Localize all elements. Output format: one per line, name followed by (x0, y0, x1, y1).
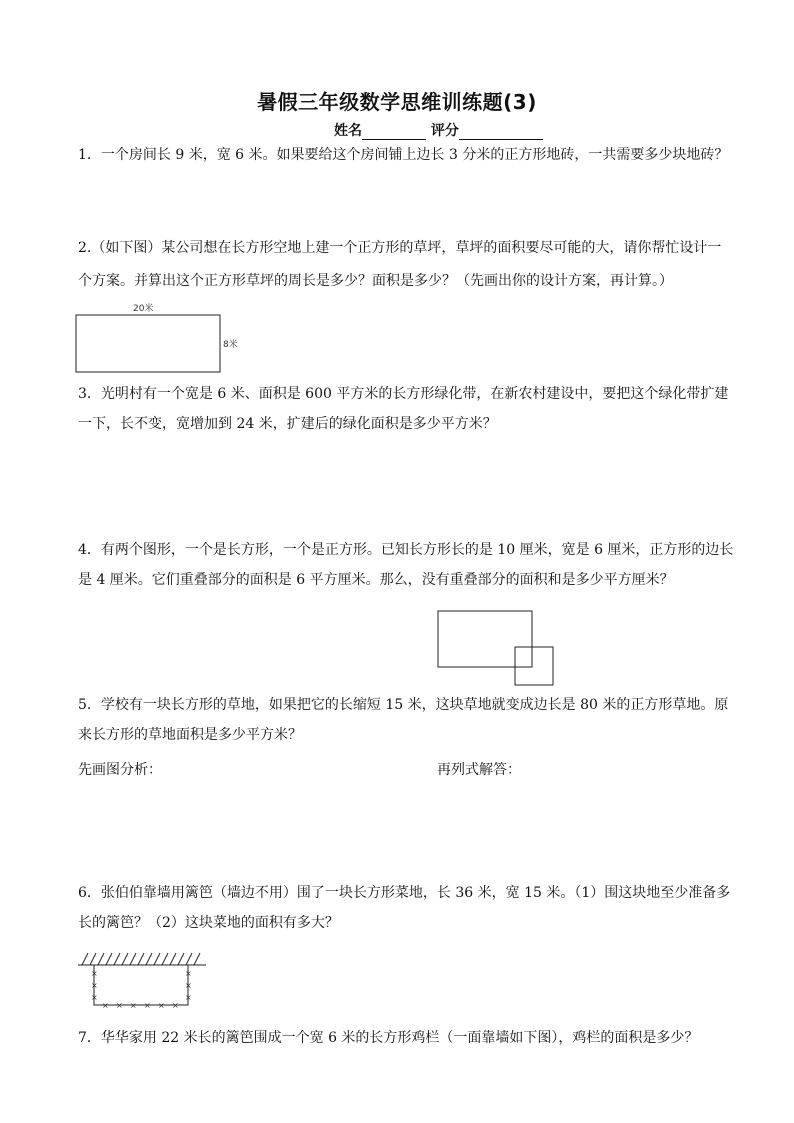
question-5-line-1: 5．学校有一块长方形的草地，如果把它的长缩短 15 米，这块草地就变成边长是 80 米的正方形草地。原 (78, 697, 729, 713)
svg-text:×: × (91, 993, 98, 1002)
question-6-line-2: 长的篱笆？（2）这块菜地的面积有多大？ (78, 915, 339, 931)
question-4-line-2: 是 4 厘米。它们重叠部分的面积是 6 平方厘米。那么，没有重叠部分的面积和是多少平方厘米？ (78, 572, 674, 588)
overlap-square (515, 647, 553, 685)
question-6 (78, 878, 731, 938)
question-3 (78, 379, 728, 439)
question-5 (78, 690, 728, 750)
question-2-line-2: 个方案。并算出这个正方形草坪的周长是多少？面积是多少？（先画出你的设计方案，再计算。） (78, 273, 673, 289)
name-score-line (334, 120, 543, 140)
fence-outline (94, 965, 188, 1005)
svg-text:×: × (144, 1001, 151, 1010)
question-2 (78, 233, 728, 296)
score-blank[interactable] (459, 125, 543, 140)
rect-side-label: 8米 (223, 340, 238, 350)
question-4 (78, 535, 734, 595)
question-1 (78, 140, 728, 170)
wall-hatching (78, 953, 206, 965)
svg-text:×: × (185, 969, 192, 978)
svg-text:×: × (172, 1001, 179, 1010)
fence-wall-figure (72, 945, 212, 1015)
question-7 (78, 1023, 728, 1053)
question-4-line-1: 4．有两个图形，一个是长方形，一个是正方形。已知长方形长的是 10 厘米，宽是 6 厘米，正方形的边长 (78, 542, 734, 558)
svg-text:×: × (102, 1001, 109, 1010)
rectangle-figure (70, 300, 260, 380)
svg-text:×: × (116, 1001, 123, 1010)
rect-top-label: 20米 (133, 304, 154, 314)
svg-text:×: × (91, 969, 98, 978)
question-3-line-1: 3．光明村有一个宽是 6 米、面积是 600 平方米的长方形绿化带，在新农村建设中，要把这个绿化带扩建 (78, 386, 729, 402)
svg-text:×: × (185, 981, 192, 990)
overlap-rectangle (438, 611, 532, 667)
svg-text:×: × (130, 1001, 137, 1010)
fence-crosses (91, 969, 192, 1010)
svg-text:×: × (185, 993, 192, 1002)
question-2-line-1: 2.（如下图）某公司想在长方形空地上建一个正方形的草坪，草坪的面积要尽可能的大，请你帮忙设计一 (78, 240, 722, 256)
question-5-line-2: 来长方形的草地面积是多少平方米？ (78, 727, 302, 743)
question-3-line-2: 一下，长不变，宽增加到 24 米，扩建后的绿化面积是多少平方米？ (78, 416, 497, 432)
question-6-line-1: 6．张伯伯靠墙用篱笆（墙边不用）围了一块长方形菜地，长 36 米，宽 15 米。（1）围这块地至少准备多 (78, 885, 731, 901)
lawn-rectangle (76, 315, 220, 372)
page-title: 暑假三年级数学思维训练题(3) (257, 90, 537, 114)
name-label: 姓名 (334, 123, 362, 139)
name-blank[interactable] (362, 125, 426, 140)
svg-text:×: × (158, 1001, 165, 1010)
draw-analysis-prompt: 先画图分析： (78, 762, 162, 778)
question-1-line-1: 1．一个房间长 9 米，宽 6 米。如果要给这个房间铺上边长 3 分米的正方形地砖，一共需要多少块地砖？ (78, 147, 729, 163)
svg-text:×: × (91, 981, 98, 990)
solve-prompt: 再列式解答： (437, 762, 521, 778)
score-label: 评分 (430, 123, 459, 139)
overlap-figure (436, 609, 558, 689)
question-7-line-1: 7．华华家用 22 米长的篱笆围成一个宽 6 米的长方形鸡栏（一面靠墙如下图），鸡栏的面积是多少？ (78, 1030, 699, 1046)
